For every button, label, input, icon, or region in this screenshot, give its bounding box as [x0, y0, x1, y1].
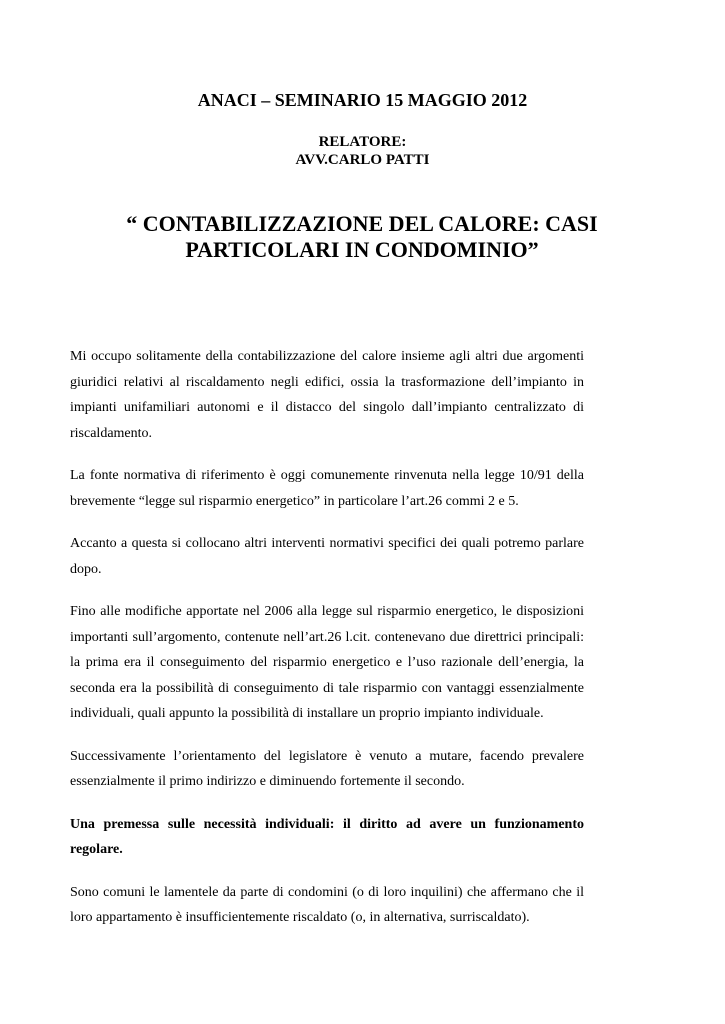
body-paragraph: Fino alle modifiche apportate nel 2006 alla legge sul risparmio energetico, le disposizioni importanti sull’argomento, contenute nell’art.26 l.cit. contenevano due direttrici principali: la prima era il conseguimento del risparmio energetico e l’uso razionale dell’energia, la seconda era la possibilità di conseguimento di tale risparmio con vantaggi essenzialmente individuali, quali appunto la possibilità di installare un proprio impianto individuale. [70, 604, 584, 721]
seminar-heading: ANACI – SEMINARIO 15 MAGGIO 2012 [197, 90, 528, 110]
body-paragraph: Successivamente l’orientamento del legislatore è venuto a mutare, facendo prevalere essenzialmente il primo indirizzo e diminuendo fortemente il secondo. [70, 748, 584, 789]
body-paragraph: Sono comuni le lamentele da parte di condomini (o di loro inquilini) che affermano che il loro appartamento è insufficientemente riscaldato (o, in alternativa, surriscaldato). [70, 884, 584, 925]
document-body [70, 344, 584, 948]
document-title: “ CONTABILIZZAZIONE DEL CALORE: CASI PARTICOLARI IN CONDOMINIO” [126, 211, 598, 262]
section-subheading: Una premessa sulle necessità individuali: il diritto ad avere un funzionamento regolare. [70, 816, 584, 857]
relatore-label: RELATORE: [318, 134, 407, 150]
body-paragraph: La fonte normativa di riferimento è oggi comunemente rinvenuta nella legge 10/91 della brevemente “legge sul risparmio energetico” in particolare l’art.26 commi 2 e 5. [70, 468, 584, 509]
speaker-name: AVV.CARLO PATTI [295, 152, 430, 168]
body-paragraph: Accanto a questa si collocano altri interventi normativi specifici dei quali potremo parlare dopo. [70, 536, 584, 577]
body-paragraph: Mi occupo solitamente della contabilizzazione del calore insieme agli altri due argomenti giuridici relativi al riscaldamento negli edifici, ossia la trasformazione dell’impianto in impianti unifamiliari autonomi e il distacco del singolo dall’impianto centralizzato di riscaldamento. [70, 349, 584, 441]
